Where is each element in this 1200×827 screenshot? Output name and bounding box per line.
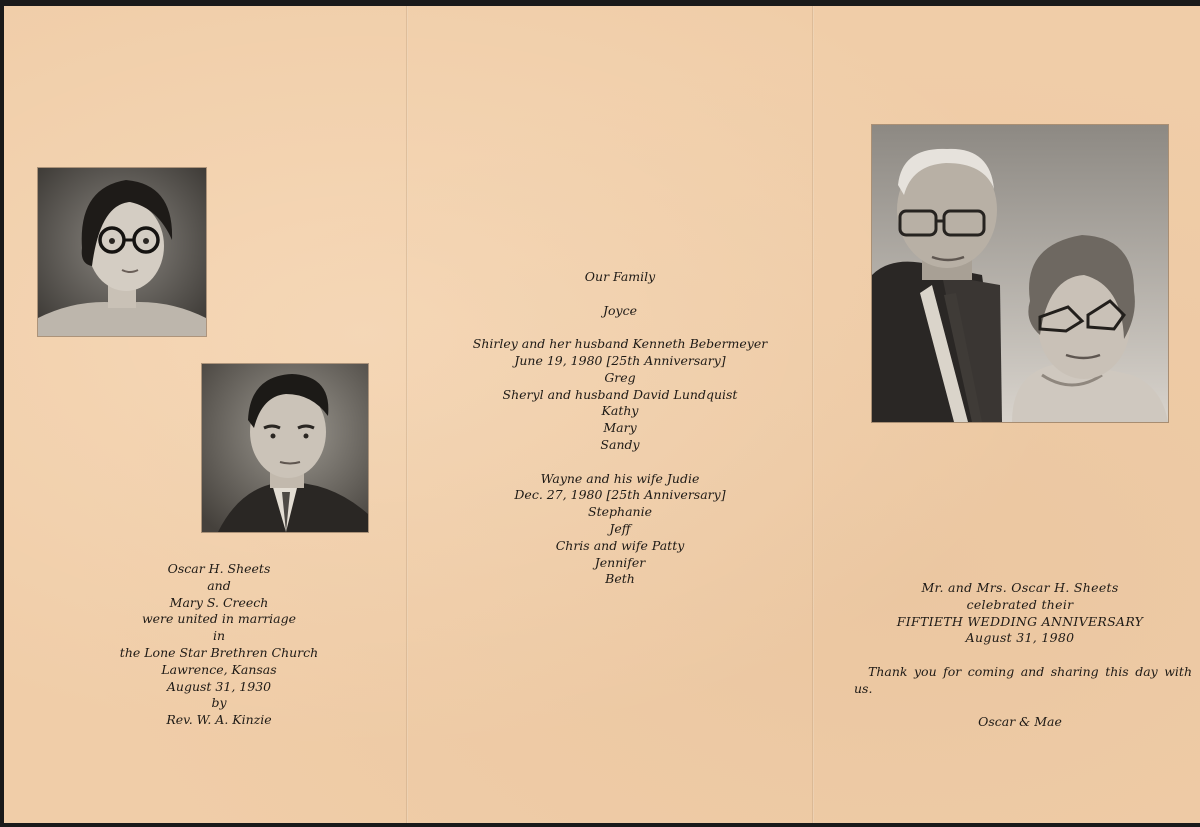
ceremony-line: Mary S. Creech <box>169 594 269 610</box>
ceremony-line: by <box>211 695 227 711</box>
ceremony-line: the Lone Star Brethren Church <box>119 644 319 660</box>
anniversary-announcement <box>862 580 1178 647</box>
couple-portrait-photo <box>872 125 1168 422</box>
announcement-line: celebrated their <box>966 596 1074 612</box>
family-member: Kathy <box>601 403 639 419</box>
ceremony-line: Oscar H. Sheets <box>167 561 271 576</box>
announcement-line: FIFTIETH WEDDING ANNIVERSARY <box>896 613 1144 629</box>
family-member: June 19, 1980 [25th Anniversary] <box>514 352 726 368</box>
announcement-line: August 31, 1980 <box>965 630 1075 646</box>
family-member: Mary <box>603 420 637 436</box>
folded-program-sheet <box>4 6 1200 823</box>
family-heading: Our Family <box>584 269 656 284</box>
groom-portrait-photo <box>202 364 368 532</box>
family-member: Sheryl and husband David Lundquist <box>502 386 738 402</box>
ceremony-line: Rev. W. A. Kinzie <box>166 712 272 728</box>
ceremony-line: and <box>207 577 231 593</box>
family-member: Dec. 27, 1980 [25th Anniversary] <box>514 487 726 503</box>
family-member: Jeff <box>609 520 631 536</box>
announcement-line: Mr. and Mrs. Oscar H. Sheets <box>921 580 1119 595</box>
signature-text: Oscar & Mae <box>978 714 1062 729</box>
family-member: Joyce <box>603 302 637 318</box>
family-member: Beth <box>605 571 635 587</box>
family-member: Sandy <box>600 436 640 452</box>
family-member: Jennifer <box>594 554 646 570</box>
family-member: Stephanie <box>588 504 652 520</box>
family-member: Wayne and his wife Judie <box>540 470 700 486</box>
ceremony-line: August 31, 1930 <box>166 678 272 694</box>
family-member: Chris and wife Patty <box>555 537 685 553</box>
family-list <box>408 269 832 588</box>
bride-portrait-photo <box>38 168 206 336</box>
family-member: Shirley and her husband Kenneth Bebermeyer <box>472 336 768 352</box>
marriage-details <box>4 561 434 729</box>
left-panel <box>4 6 406 823</box>
right-panel <box>814 6 1200 823</box>
family-member: Greg <box>604 369 636 385</box>
ceremony-line: Lawrence, Kansas <box>161 661 277 677</box>
ceremony-line: were united in marriage <box>141 611 297 627</box>
ceremony-line: in <box>212 628 226 644</box>
signature <box>862 714 1178 731</box>
middle-panel <box>408 6 812 823</box>
thank-you-note: Thank you for coming and sharing this day with us. <box>854 664 1192 696</box>
